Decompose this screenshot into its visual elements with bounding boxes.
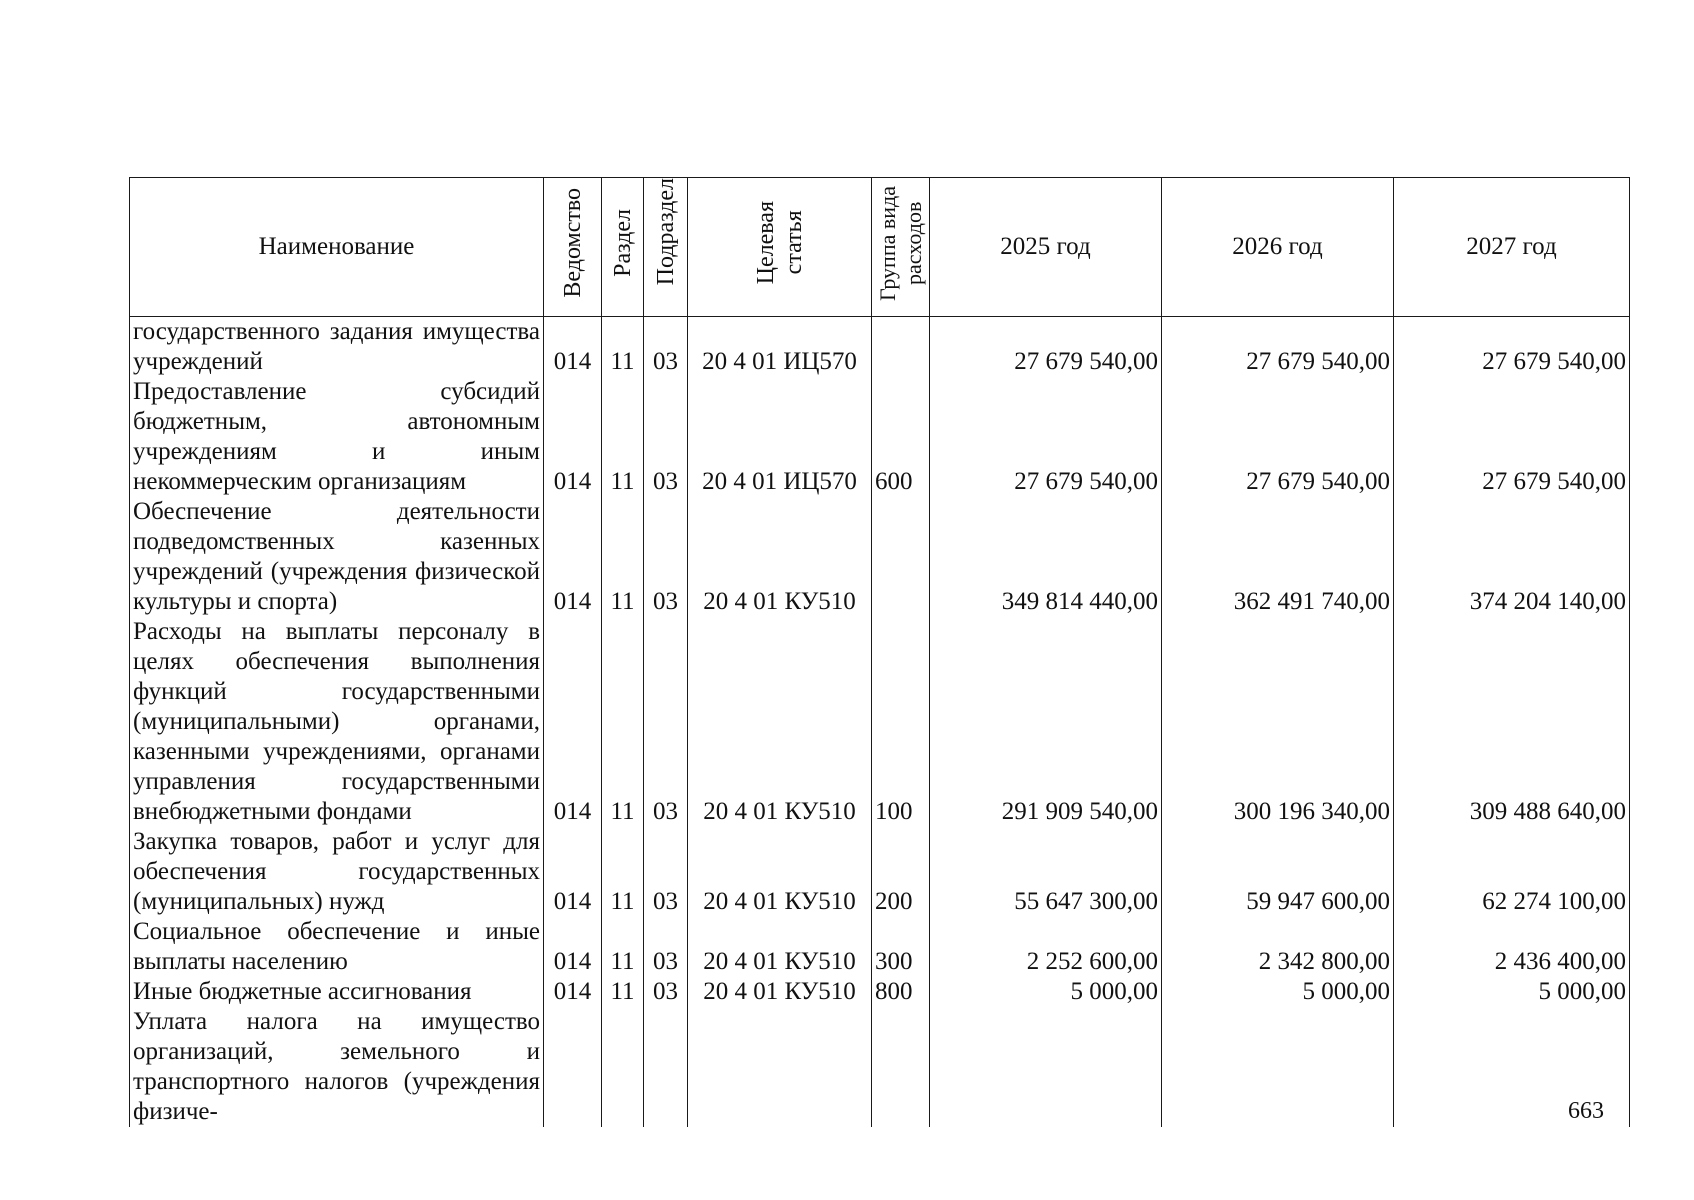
row-amount-2027: 27 679 540,00 [1394, 317, 1630, 378]
row-expense-group: 100 [872, 617, 930, 827]
row-name: Иные бюджетные ассигнования [130, 977, 544, 1007]
header-name: Наименование [130, 178, 544, 317]
row-expense-group [872, 317, 930, 378]
row-amount-2026: 2 342 800,00 [1162, 917, 1394, 977]
row-subsection: 03 [644, 317, 688, 378]
row-amount-2025: 55 647 300,00 [930, 827, 1162, 917]
row-target-article: 20 4 01 ИЦ570 [688, 377, 872, 497]
row-department: 014 [544, 317, 602, 378]
row-amount-2027: 374 204 140,00 [1394, 497, 1630, 617]
row-amount-2026: 5 000,00 [1162, 977, 1394, 1007]
row-name: Расходы на выплаты персоналу в целях обеспечения выполнения функций государственными (муниципальными) органами, казенными учреждениями, органами управления государственными внебюджетными фондами [130, 617, 544, 827]
row-target-article: 20 4 01 КУ510 [688, 977, 872, 1007]
row-amount-2026: 59 947 600,00 [1162, 827, 1394, 917]
row-expense-group: 800 [872, 977, 930, 1007]
page-number: 663 [1568, 1098, 1604, 1124]
row-subsection: 03 [644, 617, 688, 827]
header-section: Раздел [602, 178, 644, 317]
row-amount-2025: 291 909 540,00 [930, 617, 1162, 827]
row-amount-2027: 309 488 640,00 [1394, 617, 1630, 827]
row-section [602, 1007, 644, 1127]
table-row [130, 917, 1630, 977]
row-name: Социальное обеспечение и иные выплаты населению [130, 917, 544, 977]
row-amount-2026: 27 679 540,00 [1162, 377, 1394, 497]
row-subsection [644, 1007, 688, 1127]
row-section: 11 [602, 617, 644, 827]
row-amount-2025 [930, 1007, 1162, 1127]
row-amount-2025: 27 679 540,00 [930, 377, 1162, 497]
table-header [130, 178, 1630, 317]
row-target-article: 20 4 01 КУ510 [688, 917, 872, 977]
row-section: 11 [602, 827, 644, 917]
table-body [130, 317, 1630, 1128]
row-expense-group [872, 497, 930, 617]
table-row [130, 377, 1630, 497]
row-amount-2026: 300 196 340,00 [1162, 617, 1394, 827]
header-target-article: Целевая статья [688, 178, 872, 317]
row-name: Уплата налога на имущество организаций, земельного и транспортного налогов (учреждения физиче- [130, 1007, 544, 1127]
header-subsection: Подраздел [644, 178, 688, 317]
row-target-article: 20 4 01 КУ510 [688, 497, 872, 617]
row-amount-2027: 27 679 540,00 [1394, 377, 1630, 497]
row-department: 014 [544, 617, 602, 827]
row-department: 014 [544, 977, 602, 1007]
header-2027: 2027 год [1394, 178, 1630, 317]
table-row [130, 977, 1630, 1007]
row-target-article: 20 4 01 КУ510 [688, 617, 872, 827]
row-section: 11 [602, 977, 644, 1007]
header-expense-group: Группа вида расходов [872, 178, 930, 317]
row-amount-2025: 349 814 440,00 [930, 497, 1162, 617]
row-amount-2025: 5 000,00 [930, 977, 1162, 1007]
row-amount-2027: 62 274 100,00 [1394, 827, 1630, 917]
row-name: Обеспечение деятельности подведомственных казенных учреждений (учреждения физической культуры и спорта) [130, 497, 544, 617]
header-2026: 2026 год [1162, 178, 1394, 317]
table-row [130, 1007, 1630, 1127]
row-subsection: 03 [644, 917, 688, 977]
row-section: 11 [602, 497, 644, 617]
row-amount-2025: 2 252 600,00 [930, 917, 1162, 977]
row-expense-group: 600 [872, 377, 930, 497]
row-target-article: 20 4 01 КУ510 [688, 827, 872, 917]
row-department: 014 [544, 497, 602, 617]
row-section: 11 [602, 377, 644, 497]
row-name: государственного задания имущества учреждений [130, 317, 544, 378]
row-subsection: 03 [644, 827, 688, 917]
row-name: Предоставление субсидий бюджетным, автономным учреждениям и иным некоммерческим организациям [130, 377, 544, 497]
row-name: Закупка товаров, работ и услуг для обеспечения государственных (муниципальных) нужд [130, 827, 544, 917]
row-amount-2027: 2 436 400,00 [1394, 917, 1630, 977]
header-2025: 2025 год [930, 178, 1162, 317]
table-row [130, 317, 1630, 378]
row-amount-2027: 5 000,00 [1394, 977, 1630, 1007]
row-section: 11 [602, 917, 644, 977]
row-target-article: 20 4 01 ИЦ570 [688, 317, 872, 378]
row-expense-group: 200 [872, 827, 930, 917]
row-amount-2026: 362 491 740,00 [1162, 497, 1394, 617]
row-subsection: 03 [644, 377, 688, 497]
row-section: 11 [602, 317, 644, 378]
row-amount-2025: 27 679 540,00 [930, 317, 1162, 378]
row-amount-2026: 27 679 540,00 [1162, 317, 1394, 378]
table-row [130, 827, 1630, 917]
row-department: 014 [544, 827, 602, 917]
row-department: 014 [544, 377, 602, 497]
row-amount-2026 [1162, 1007, 1394, 1127]
row-department: 014 [544, 917, 602, 977]
row-expense-group: 300 [872, 917, 930, 977]
budget-table [129, 177, 1630, 1127]
row-subsection: 03 [644, 497, 688, 617]
header-department: Ведомство [544, 178, 602, 317]
row-expense-group [872, 1007, 930, 1127]
table-row [130, 617, 1630, 827]
row-department [544, 1007, 602, 1127]
row-subsection: 03 [644, 977, 688, 1007]
row-target-article [688, 1007, 872, 1127]
table-row [130, 497, 1630, 617]
